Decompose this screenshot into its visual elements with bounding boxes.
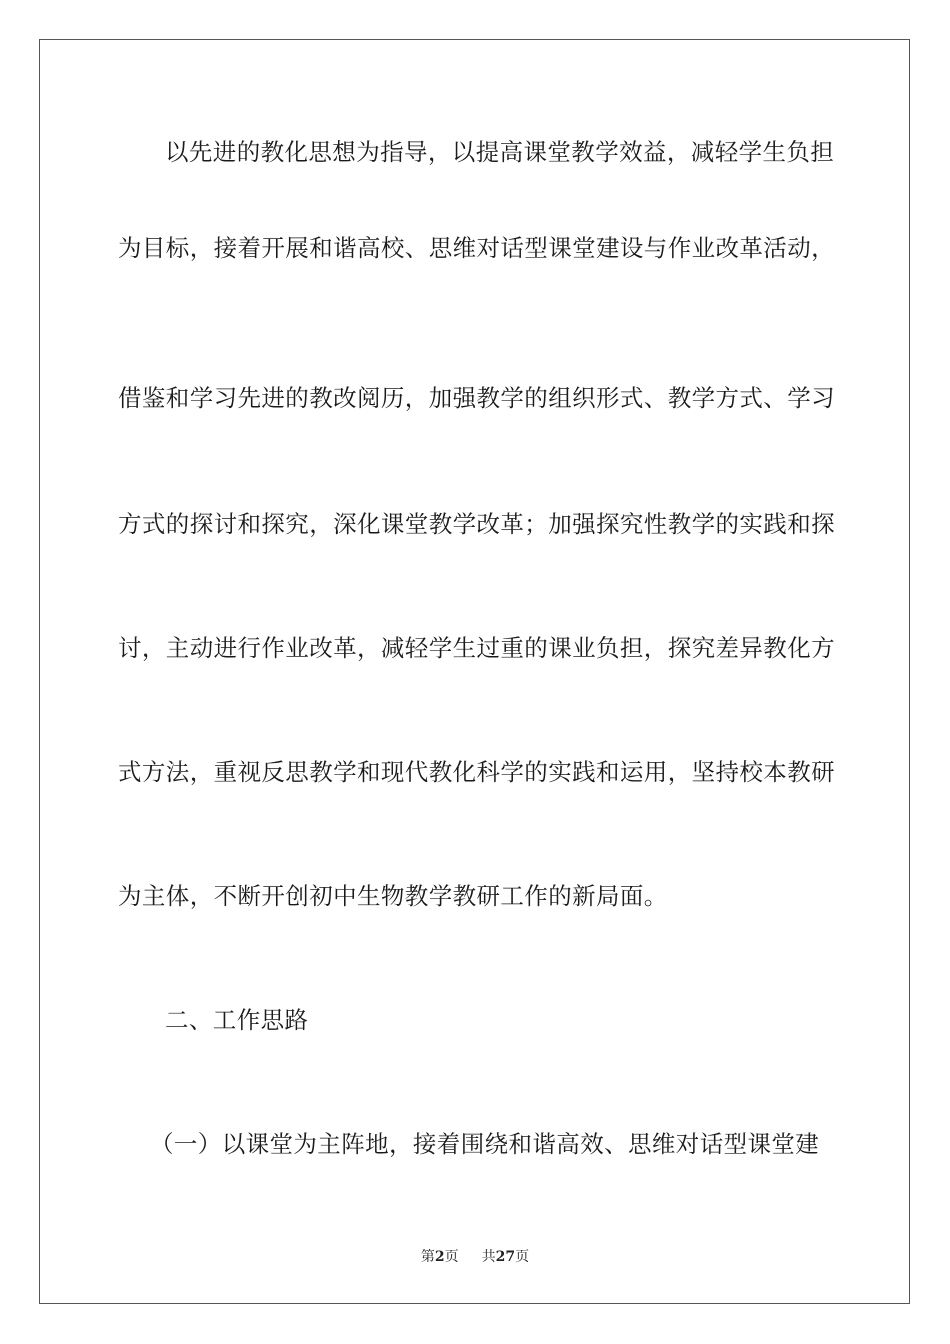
body-line-4: 方式的探讨和探究，深化课堂教学改革；加强探究性教学的实践和探 — [118, 510, 835, 538]
body-line-9: （一）以课堂为主阵地，接着围绕和谐高效、思维对话型课堂建 — [150, 1130, 820, 1158]
body-line-2: 为目标，接着开展和谐高校、思维对话型课堂建设与作业改革活动， — [118, 234, 835, 262]
page-footer — [0, 1246, 950, 1266]
footer-page-number: 2 — [434, 1249, 445, 1265]
body-line-7: 为主体，不断开创初中生物教学教研工作的新局面。 — [118, 882, 668, 910]
body-line-1: 以先进的教化思想为指导，以提高课堂教学效益，减轻学生负担 — [165, 138, 835, 166]
footer-total-prefix: 共 — [481, 1249, 496, 1265]
footer-total-suffix: 页 — [515, 1249, 530, 1265]
page-frame — [39, 39, 910, 1304]
footer-page-suffix: 页 — [444, 1249, 459, 1265]
footer-total-pages: 27 — [495, 1249, 516, 1265]
footer-page-prefix: 第 — [420, 1249, 435, 1265]
body-line-5: 讨，主动进行作业改革，减轻学生过重的课业负担，探究差异教化方 — [118, 634, 835, 662]
section-heading: 二、工作思路 — [165, 1006, 309, 1034]
body-line-6: 式方法，重视反思教学和现代教化科学的实践和运用，坚持校本教研 — [118, 758, 835, 786]
body-line-3: 借鉴和学习先进的教改阅历，加强教学的组织形式、教学方式、学习 — [118, 384, 835, 412]
